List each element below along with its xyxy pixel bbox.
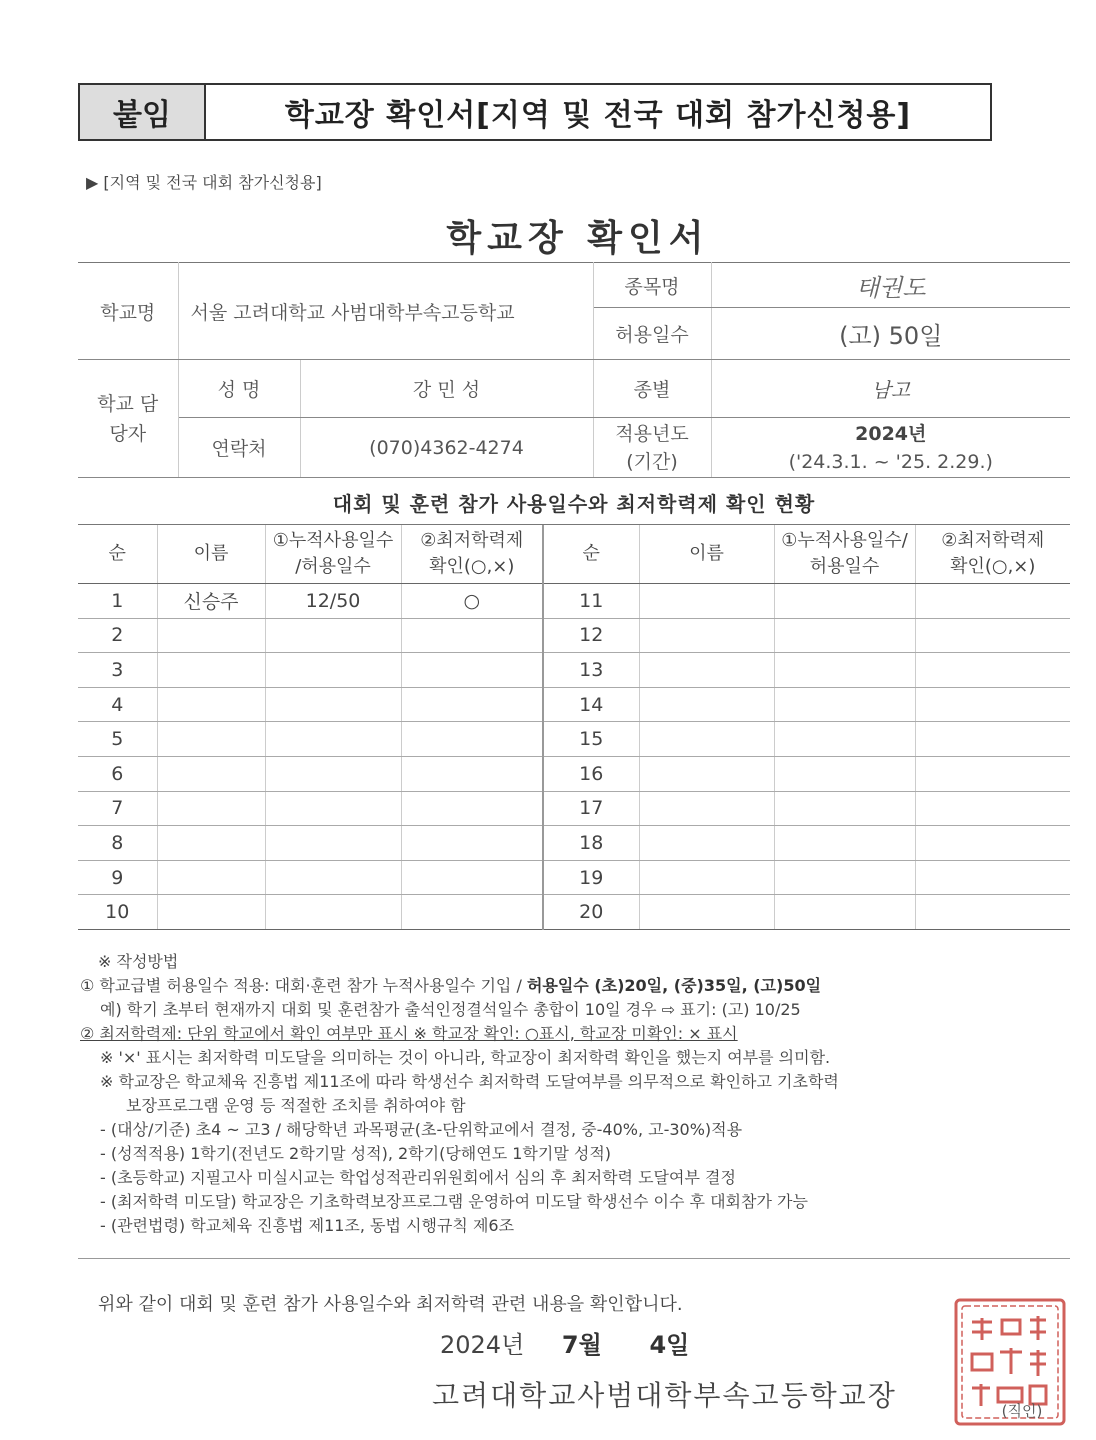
phone-value: (070)4362-4274 [300, 418, 593, 478]
table-row [78, 826, 1070, 861]
row-number: 8 [78, 826, 157, 861]
used-days [265, 826, 401, 861]
col-used-days-right: ①누적사용일수/ 허용일수 [774, 525, 915, 584]
attachment-tag: 붙임 [80, 85, 206, 139]
min-academic-check [401, 653, 543, 688]
student-name-right [639, 618, 774, 653]
name-value: 강 민 성 [300, 360, 593, 418]
row-number: 9 [78, 860, 157, 895]
used-days [265, 895, 401, 930]
table-row [78, 653, 1070, 688]
row-number: 4 [78, 687, 157, 722]
col-min-academic: ②최저학력제 확인(○,×) [401, 525, 543, 584]
instructions [80, 950, 1070, 1238]
date-year: 2024년 [440, 1331, 525, 1359]
used-days [265, 618, 401, 653]
table-row [78, 860, 1070, 895]
min-academic-check-right [915, 653, 1070, 688]
allowed-days-value: (고) 50일 [711, 308, 1070, 360]
col-used-days: ①누적사용일수 /허용일수 [265, 525, 401, 584]
note-line-1: ① 학교급별 허용일수 적용: 대회·훈련 참가 누적사용일수 기입 / 허용일수 (초)20일, (중)35일, (고)50일 [80, 976, 822, 995]
student-name [157, 653, 265, 688]
period-label-1: 적용년도 [615, 422, 689, 445]
status-heading: 대회 및 훈련 참가 사용일수와 최저학력제 확인 현황 [78, 480, 1070, 525]
note-line-4: ※ '×' 표시는 최저학력 미도달을 의미하는 것이 아니라, 학교장이 최저학력 확인을 했는지 여부를 의미함. [100, 1048, 831, 1067]
row-number-right: 14 [543, 687, 639, 722]
student-name-right [639, 756, 774, 791]
used-days-right [774, 756, 915, 791]
row-number-right: 17 [543, 791, 639, 826]
min-academic-check [401, 687, 543, 722]
student-name [157, 791, 265, 826]
school-value: 서울 고려대학교 사범대학부속고등학교 [178, 263, 593, 360]
min-academic-check-right [915, 687, 1070, 722]
student-name [157, 722, 265, 757]
row-number: 2 [78, 618, 157, 653]
row-number: 1 [78, 584, 157, 619]
note-line-9: - (초등학교) 지필고사 미실시교는 학업성적관리위원회에서 심의 후 최저학력 도달여부 결정 [100, 1168, 736, 1187]
table-row [78, 722, 1070, 757]
student-name-right [639, 895, 774, 930]
used-days-right [774, 860, 915, 895]
col-name: 이름 [157, 525, 265, 584]
used-days-right [774, 826, 915, 861]
notes-title: ※ 작성방법 [98, 952, 179, 971]
table-row [78, 895, 1070, 930]
used-days-right [774, 653, 915, 688]
col-no-right: 순 [543, 525, 639, 584]
row-number-right: 16 [543, 756, 639, 791]
confirmation-text: 위와 같이 대회 및 훈련 참가 사용일수와 최저학력 관련 내용을 확인합니다. [98, 1294, 683, 1315]
student-name [157, 860, 265, 895]
note-line-7: - (대상/기준) 초4 ~ 고3 / 해당학년 과목평균(초-단위학교에서 결정, 중-40%, 고-30%)적용 [100, 1120, 743, 1139]
event-value: 태권도 [711, 263, 1070, 308]
min-academic-check-right [915, 584, 1070, 619]
min-academic-check [401, 860, 543, 895]
used-days [265, 722, 401, 757]
col-min-academic-right: ②최저학력제 확인(○,×) [915, 525, 1070, 584]
row-number: 6 [78, 756, 157, 791]
note-line-11: - (관련법령) 학교체육 진흥법 제11조, 동법 시행규칙 제6조 [100, 1216, 515, 1235]
signature-date [440, 1325, 699, 1360]
period-range: ('24.3.1. ~ '25. 2.29.) [788, 450, 993, 473]
row-number: 7 [78, 791, 157, 826]
min-academic-check [401, 895, 543, 930]
min-academic-check: ○ [401, 584, 543, 619]
student-name [157, 826, 265, 861]
min-academic-check [401, 791, 543, 826]
row-number-right: 13 [543, 653, 639, 688]
name-label: 성 명 [178, 360, 300, 418]
min-academic-check [401, 618, 543, 653]
row-number-right: 18 [543, 826, 639, 861]
divider [78, 1258, 1070, 1259]
used-days [265, 687, 401, 722]
date-month: 7월 [561, 1331, 602, 1359]
student-name [157, 895, 265, 930]
col-name-right: 이름 [639, 525, 774, 584]
student-name [157, 687, 265, 722]
phone-label: 연락처 [178, 418, 300, 478]
used-days-right [774, 687, 915, 722]
min-academic-check-right [915, 791, 1070, 826]
row-number-right: 11 [543, 584, 639, 619]
roster-table [78, 525, 1070, 930]
row-number-right: 12 [543, 618, 639, 653]
min-academic-check-right [915, 860, 1070, 895]
info-table [78, 262, 1070, 478]
gender-value: 남고 [711, 360, 1070, 418]
table-row [78, 687, 1070, 722]
row-number-right: 19 [543, 860, 639, 895]
student-name-right [639, 687, 774, 722]
min-academic-check-right [915, 618, 1070, 653]
min-academic-check-right [915, 895, 1070, 930]
note-line-10: - (최저학력 미도달) 학교장은 기초학력보장프로그램 운영하여 미도달 학생선수 이수 후 대회참가 가능 [100, 1192, 808, 1211]
row-number: 5 [78, 722, 157, 757]
period-label-2: (기간) [626, 450, 678, 473]
table-row [78, 584, 1070, 619]
used-days-right [774, 895, 915, 930]
note-line-8: - (성적적용) 1학기(전년도 2학기말 성적), 2학기(당해연도 1학기말 성적) [100, 1144, 612, 1163]
used-days-right [774, 584, 915, 619]
subheading: ▶ [지역 및 전국 대회 참가신청용] [86, 173, 322, 192]
used-days [265, 791, 401, 826]
student-name-right [639, 791, 774, 826]
gender-label: 종별 [593, 360, 711, 418]
event-label: 종목명 [593, 263, 711, 308]
student-name-right [639, 653, 774, 688]
used-days-right [774, 722, 915, 757]
student-name [157, 618, 265, 653]
used-days [265, 756, 401, 791]
attachment-header [78, 83, 992, 141]
document-title: 학교장 확인서 [446, 218, 710, 259]
period-value [711, 418, 1070, 478]
allowed-days-label: 허용일수 [593, 308, 711, 360]
min-academic-check-right [915, 826, 1070, 861]
used-days: 12/50 [265, 584, 401, 619]
row-number: 3 [78, 653, 157, 688]
used-days-right [774, 791, 915, 826]
student-name-right [639, 722, 774, 757]
attachment-title: 학교장 확인서[지역 및 전국 대회 참가신청용] [284, 98, 912, 133]
min-academic-check-right [915, 722, 1070, 757]
table-row [78, 791, 1070, 826]
used-days-right [774, 618, 915, 653]
used-days [265, 653, 401, 688]
min-academic-check [401, 826, 543, 861]
min-academic-check [401, 756, 543, 791]
principal-title: 고려대학교사범대학부속고등학교장 [432, 1379, 897, 1412]
student-name-right [639, 826, 774, 861]
min-academic-check [401, 722, 543, 757]
seal-label: (직인) [1001, 1402, 1043, 1420]
min-academic-check-right [915, 756, 1070, 791]
official-seal-icon [950, 1292, 1070, 1432]
row-number-right: 15 [543, 722, 639, 757]
contact-group-label: 학교 담당자 [78, 360, 178, 478]
period-year: 2024년 [855, 422, 927, 445]
student-name-right [639, 860, 774, 895]
row-number-right: 20 [543, 895, 639, 930]
student-name [157, 756, 265, 791]
note-line-5: ※ 학교장은 학교체육 진흥법 제11조에 따라 학생선수 최저학력 도달여부를 의무적으로 확인하고 기초학력 [100, 1072, 839, 1091]
row-number: 10 [78, 895, 157, 930]
table-row [78, 618, 1070, 653]
note-line-2: 예) 학기 초부터 현재까지 대회 및 훈련참가 출석인정결석일수 총합이 10일 경우 ⇨ 표기: (고) 10/25 [100, 1000, 801, 1019]
note-line-6: 보장프로그램 운영 등 적절한 조치를 취하여야 함 [126, 1096, 466, 1115]
date-day: 4일 [649, 1331, 690, 1359]
period-label [593, 418, 711, 478]
note-line-3: ② 최저학력제: 단위 학교에서 확인 여부만 표시 ※ 학교장 확인: ○표시, 학교장 미확인: × 표시 [80, 1024, 738, 1043]
table-row [78, 756, 1070, 791]
used-days [265, 860, 401, 895]
student-name: 신승주 [157, 584, 265, 619]
school-label: 학교명 [78, 263, 178, 360]
col-no: 순 [78, 525, 157, 584]
student-name-right [639, 584, 774, 619]
